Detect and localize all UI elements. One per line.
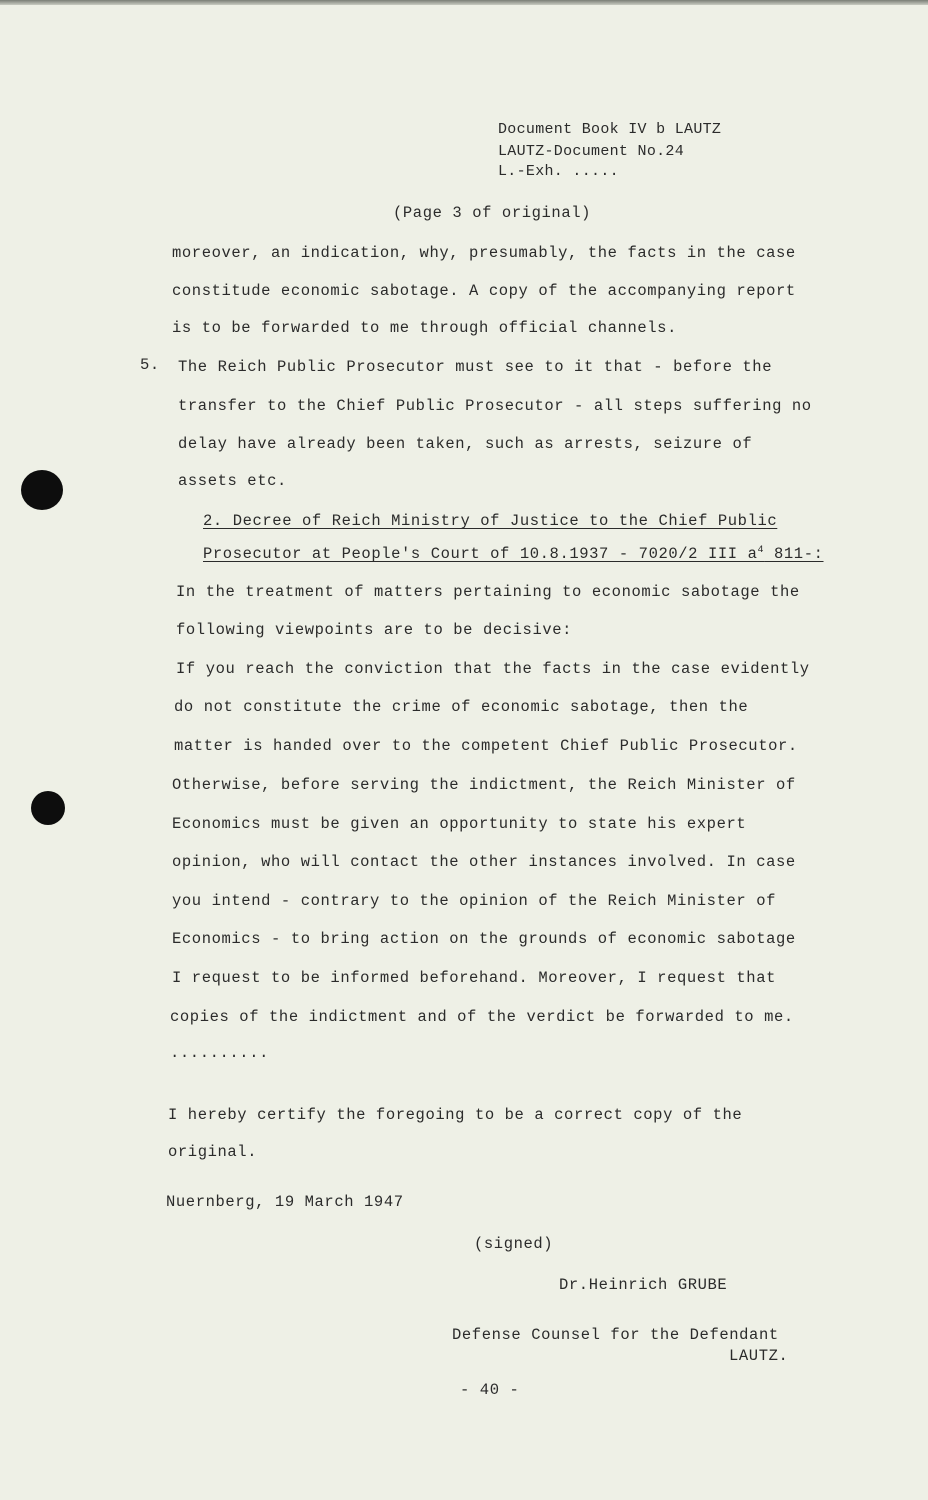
certification-line1: I hereby certify the foregoing to be a correct copy of the: [168, 1106, 743, 1124]
decree-ellipsis: ..........: [170, 1044, 270, 1062]
decree-title-line2: [203, 545, 824, 563]
decree-line: do not constitute the crime of economic sabotage, then the: [174, 698, 749, 716]
signer-role: Defense Counsel for the Defendant: [452, 1326, 779, 1344]
certification-line2: original.: [168, 1143, 258, 1161]
item5-line: transfer to the Chief Public Prosecutor - all steps suffering no: [178, 397, 812, 415]
decree-line: you intend - contrary to the opinion of the Reich Minister of: [172, 892, 776, 910]
defendant-name: LAUTZ.: [729, 1347, 789, 1365]
decree-line: I request to be informed beforehand. Moreover, I request that: [172, 969, 776, 987]
para1-line: constitude economic sabotage. A copy of the accompanying report: [172, 282, 796, 300]
decree-title-text: Prosecutor at People's Court of 10.8.1937 - 7020/2 III a: [203, 545, 758, 564]
header-exhibit: L.-Exh. .....: [498, 163, 619, 180]
item5-number: 5.: [140, 356, 160, 374]
decree-title-superscript: 4: [757, 545, 765, 556]
decree-line: copies of the indictment and of the verdict be forwarded to me.: [170, 1008, 794, 1026]
decree-line: If you reach the conviction that the facts in the case evidently: [176, 660, 810, 678]
decree-title-end: 811-:: [764, 545, 824, 564]
signed-note: (signed): [474, 1235, 554, 1253]
decree-line: Economics - to bring action on the grounds of economic sabotage: [172, 930, 796, 948]
decree-title-line1: 2. Decree of Reich Ministry of Justice to the Chief Public: [203, 512, 778, 530]
decree-line: Economics must be given an opportunity to state his expert: [172, 815, 747, 833]
para1-line: is to be forwarded to me through official channels.: [172, 319, 677, 337]
header-document-book: Document Book IV b LAUTZ: [498, 121, 722, 138]
decree-line: Otherwise, before serving the indictment, the Reich Minister of: [172, 776, 796, 794]
punch-hole-lower: [31, 791, 65, 825]
place-date: Nuernberg, 19 March 1947: [166, 1193, 404, 1211]
decree-line: matter is handed over to the competent Chief Public Prosecutor.: [174, 737, 798, 755]
page-reference: (Page 3 of original): [393, 204, 592, 222]
para1-line: moreover, an indication, why, presumably, the facts in the case: [172, 244, 796, 262]
punch-hole-upper: [21, 470, 63, 510]
decree-line: In the treatment of matters pertaining to economic sabotage the: [176, 583, 800, 601]
item5-line: assets etc.: [178, 472, 287, 490]
item5-line: The Reich Public Prosecutor must see to it that - before the: [178, 358, 773, 376]
decree-line: following viewpoints are to be decisive:: [176, 621, 573, 639]
signer-name: Dr.Heinrich GRUBE: [559, 1276, 728, 1294]
decree-line: opinion, who will contact the other instances involved. In case: [172, 853, 796, 871]
header-document-number: LAUTZ-Document No.24: [498, 143, 685, 160]
scan-top-edge: [0, 0, 928, 5]
page-number: - 40 -: [460, 1381, 520, 1399]
item5-line: delay have already been taken, such as arrests, seizure of: [178, 435, 753, 453]
